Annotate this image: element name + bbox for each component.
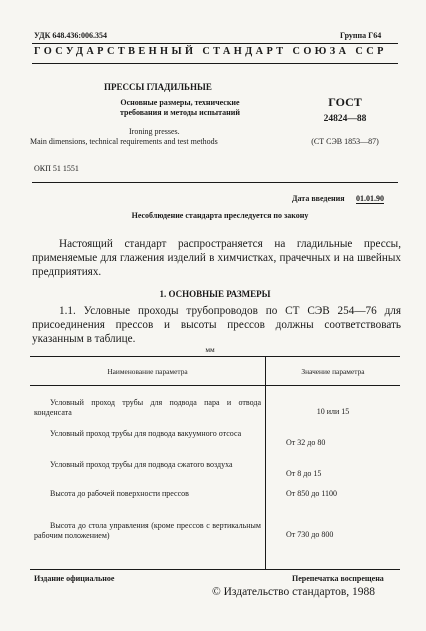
title-rule [32, 182, 398, 183]
state-standard-banner: ГОСУДАРСТВЕННЫЙ СТАНДАРТ СОЮЗА ССР [34, 46, 387, 57]
table-row-param: Условный проход трубы для подвода вакуумного отсоса [50, 429, 242, 438]
section1-paragraph: 1.1. Условные проходы трубопроводов по СТ СЭВ 254—76 для присоединения прессов и высоты прессов должны соответствовать указанным в таблице. [32, 305, 401, 345]
sev-reference: (СТ СЭВ 1853—87) [311, 137, 379, 146]
table-row-param: Высота до рабочей поверхности прессов [50, 489, 189, 498]
table-unit: мм [205, 345, 215, 354]
table-header-border [30, 385, 400, 386]
subtitle-ru-line1: Основные размеры, технические [120, 98, 240, 107]
header-rule [32, 43, 398, 44]
reprint-prohibited: Перепечатка воспрещена [292, 574, 384, 583]
date-label: Дата введения [292, 194, 345, 203]
date-value: 01.01.90 [356, 194, 384, 203]
gost-label: ГОСТ [328, 95, 362, 109]
table-row-param: Условный проход трубы для подвода пара и отвода конденсата [34, 398, 261, 417]
udk-code: УДК 648.436:006.354 [34, 31, 108, 40]
intro-paragraph: Настоящий стандарт распространяется на гладильные прессы, применяемые для глажения изделий в химчистках, прачечных и на швейных предприятиях. [32, 238, 401, 278]
title-en-line2: Main dimensions, technical requirements and test methods [30, 137, 218, 146]
table-row-value: От 8 до 15 [286, 469, 322, 478]
official-edition: Издание официальное [34, 574, 115, 583]
table-top-border [30, 356, 400, 357]
section1-heading: 1. ОСНОВНЫЕ РАЗМЕРЫ [159, 289, 271, 299]
group-code: Группа Г64 [340, 31, 382, 40]
table-column-divider [265, 356, 266, 569]
copyright: © Издательство стандартов, 1988 [212, 586, 376, 598]
okp-code: ОКП 51 1551 [34, 164, 79, 173]
title-ru: ПРЕССЫ ГЛАДИЛЬНЫЕ [104, 82, 212, 92]
table-header-param: Наименование параметра [107, 367, 188, 376]
table-row-value: От 730 до 800 [286, 530, 334, 539]
law-notice: Несоблюдение стандарта преследуется по закону [131, 211, 309, 220]
table-row-value: 10 или 15 [316, 407, 350, 416]
banner-rule [32, 63, 398, 64]
subtitle-ru-line2: требования и методы испытаний [120, 108, 240, 117]
gost-number: 24824—88 [323, 114, 367, 124]
table-header-value: Значение параметра [301, 367, 365, 376]
table-row-param: Условный проход трубы для подвода сжатого воздуха [50, 460, 233, 469]
title-en-line1: Ironing presses. [129, 127, 180, 136]
table-bottom-border [30, 569, 400, 570]
table-row-value: От 850 до 1100 [286, 489, 338, 498]
table-row-param: Высота до стола управления (кроме прессов с вертикальным рабочим положением) [34, 521, 261, 540]
table-row-value: От 32 до 80 [286, 438, 326, 447]
